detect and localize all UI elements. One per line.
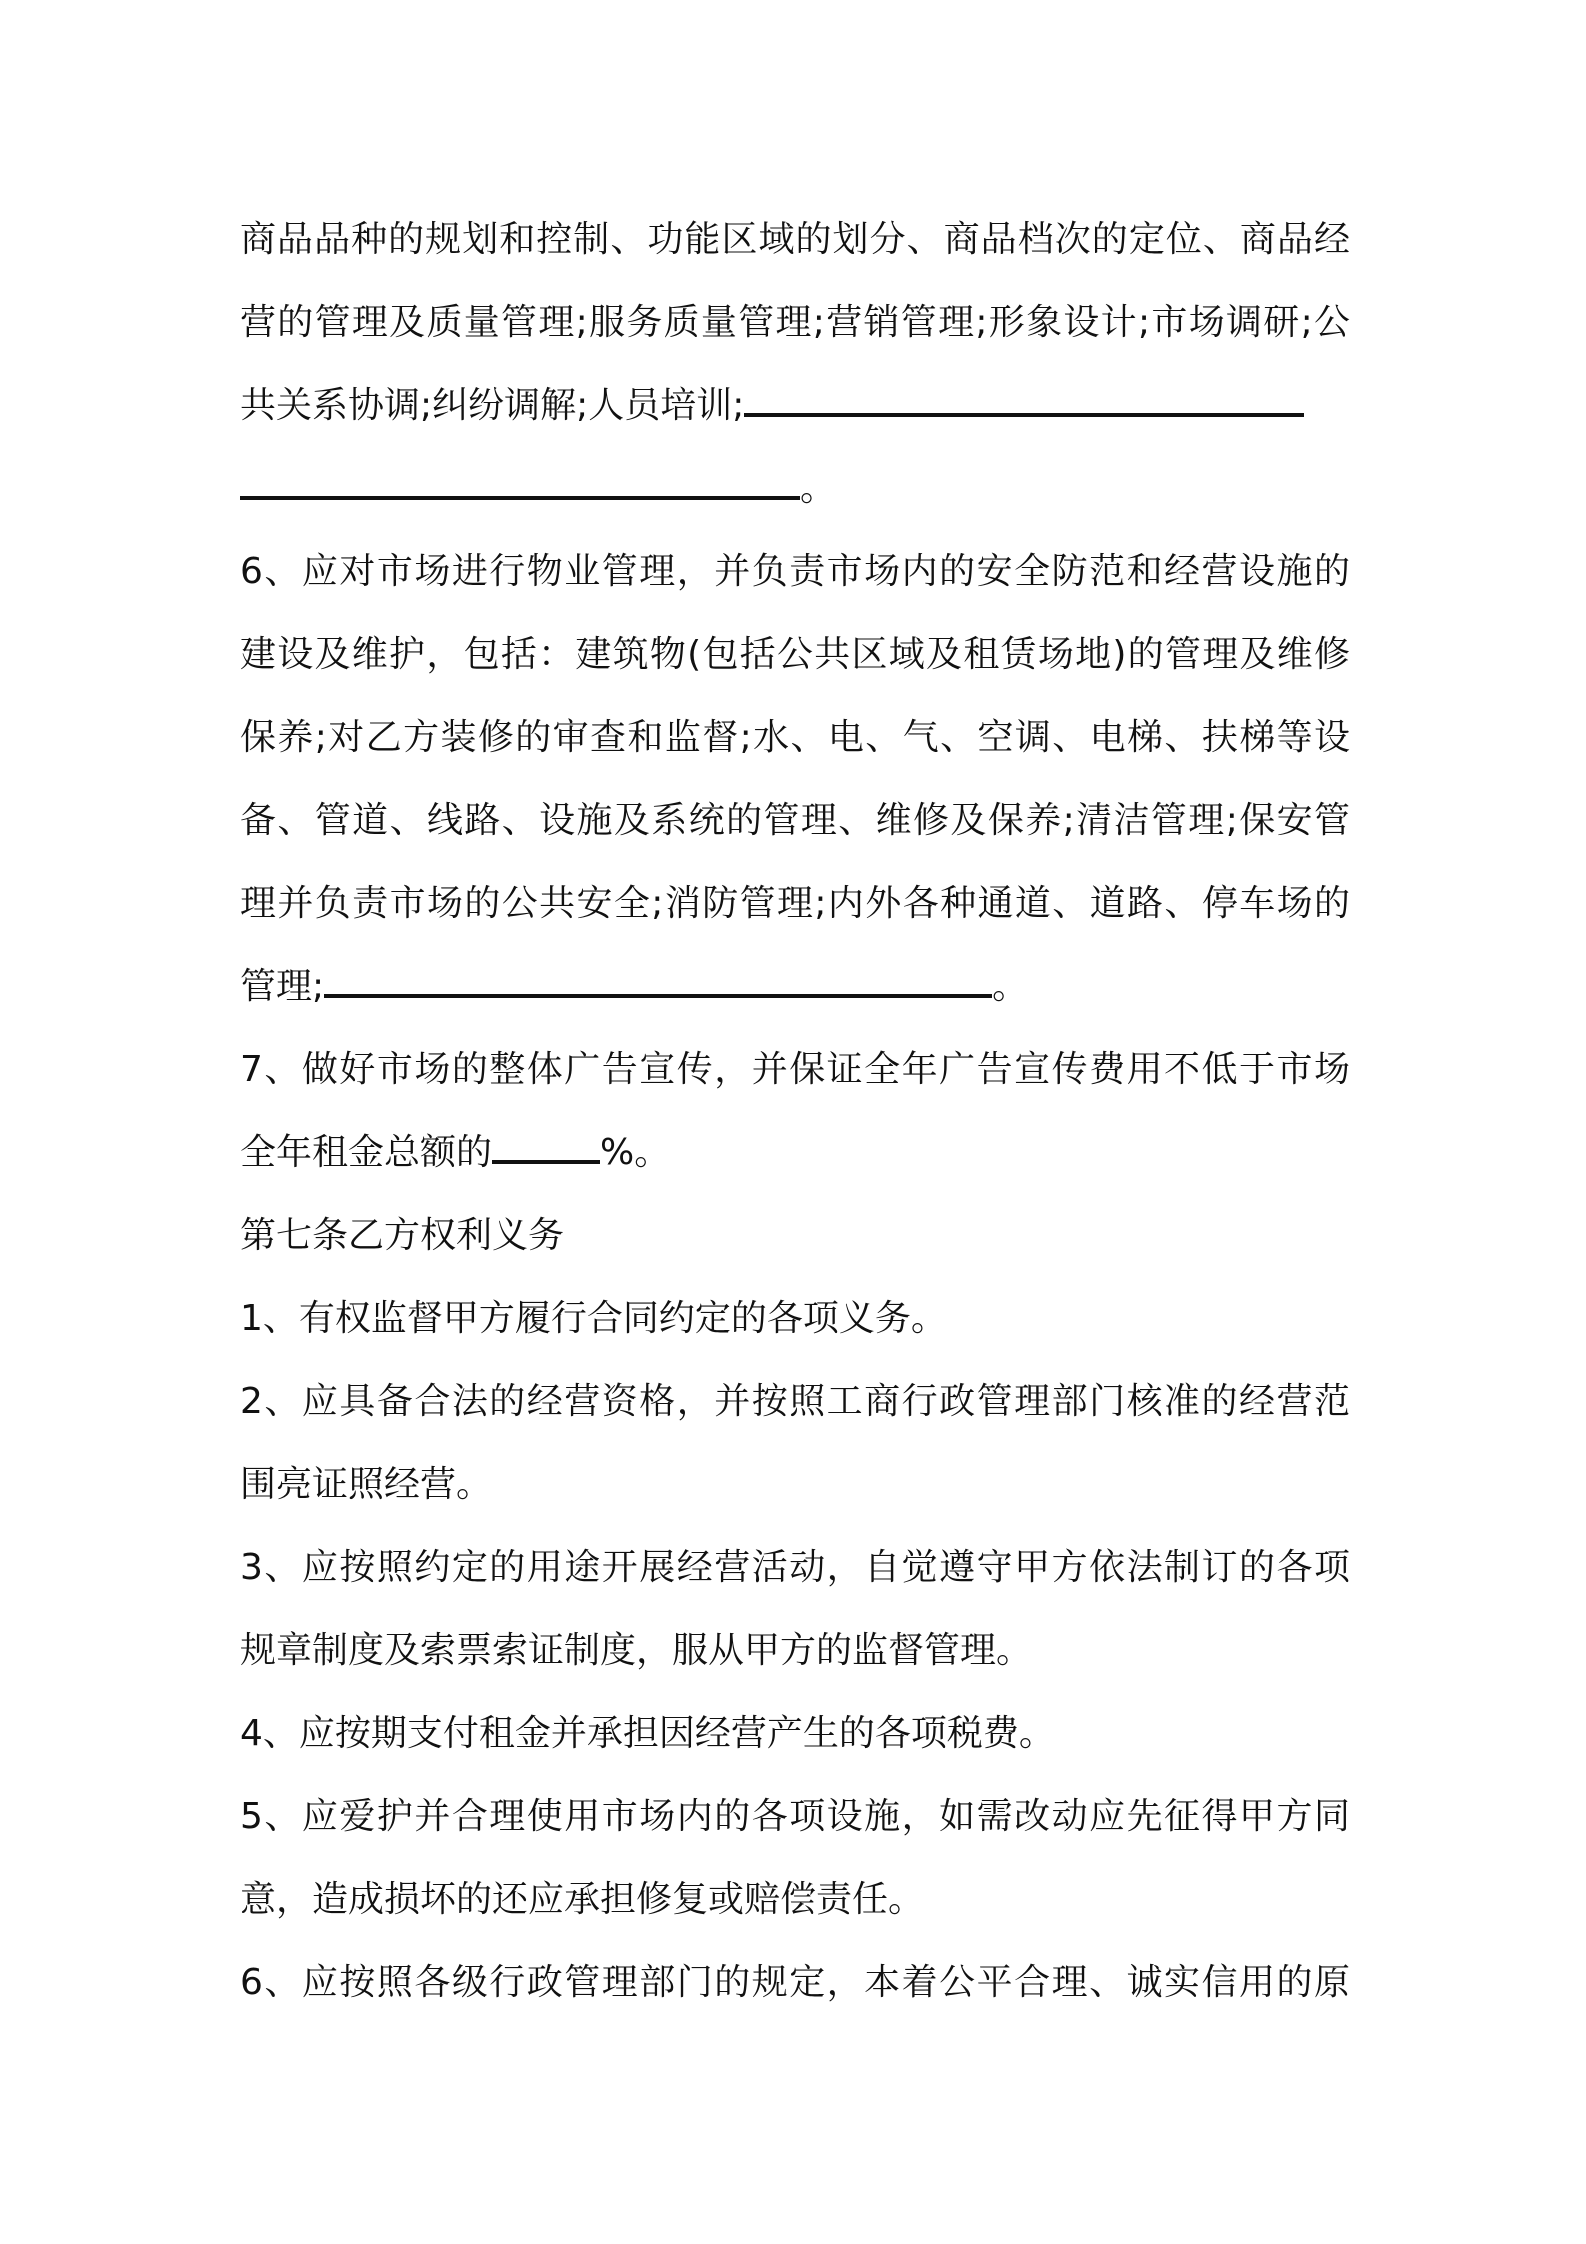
text-line: 意，造成损坏的还应承担修复或赔偿责任。 xyxy=(240,1879,925,1920)
text-line: 理并负责市场的公共安全;消防管理;内外各种通道、道路、停车场的 xyxy=(240,883,1350,924)
text-segment: %。 xyxy=(600,1132,671,1173)
text-line: 5、应爱护并合理使用市场内的各项设施，如需改动应先征得甲方同 xyxy=(240,1796,1350,1837)
text-line: 围亮证照经营。 xyxy=(240,1464,493,1505)
text-line xyxy=(240,447,1350,530)
text-segment: 管理; xyxy=(240,966,325,1007)
text-line xyxy=(240,1111,1350,1194)
text-line: 规章制度及索票索证制度，服从甲方的监督管理。 xyxy=(240,1630,1033,1671)
text-segment: 。 xyxy=(800,468,837,509)
text-line: 营的管理及质量管理;服务质量管理;营销管理;形象设计;市场调研;公 xyxy=(240,302,1350,343)
text-segment: 共关系协调;纠纷调解;人员培训; xyxy=(240,385,745,426)
fill-in-blank xyxy=(324,956,992,998)
text-line: 7、做好市场的整体广告宣传，并保证全年广告宣传费用不低于市场 xyxy=(240,1049,1350,1090)
fill-in-blank xyxy=(492,1122,600,1164)
fill-in-blank xyxy=(240,458,800,500)
text-line: 保养;对乙方装修的审查和监督;水、电、气、空调、电梯、扶梯等设 xyxy=(240,717,1350,758)
text-line: 商品品种的规划和控制、功能区域的划分、商品档次的定位、商品经 xyxy=(240,219,1350,260)
text-line: 6、应对市场进行物业管理，并负责市场内的安全防范和经营设施的 xyxy=(240,551,1350,592)
document-page xyxy=(240,198,1350,2024)
text-line: 2、应具备合法的经营资格，并按照工商行政管理部门核准的经营范 xyxy=(240,1381,1350,1422)
text-segment: 。 xyxy=(992,966,1029,1007)
text-line: 1、有权监督甲方履行合同约定的各项义务。 xyxy=(240,1298,947,1339)
text-line: 建设及维护，包括：建筑物(包括公共区域及租赁场地)的管理及维修 xyxy=(240,634,1350,675)
section-heading: 第七条乙方权利义务 xyxy=(240,1215,565,1256)
text-line: 3、应按照约定的用途开展经营活动，自觉遵守甲方依法制订的各项 xyxy=(240,1547,1350,1588)
fill-in-blank xyxy=(744,375,1304,417)
text-line xyxy=(240,945,1350,1028)
text-line: 6、应按照各级行政管理部门的规定，本着公平合理、诚实信用的原 xyxy=(240,1962,1350,2003)
text-line: 4、应按期支付租金并承担因经营产生的各项税费。 xyxy=(240,1713,1055,1754)
text-segment: 全年租金总额的 xyxy=(240,1132,493,1173)
text-line xyxy=(240,364,1350,447)
text-line: 备、管道、线路、设施及系统的管理、维修及保养;清洁管理;保安管 xyxy=(240,800,1350,841)
